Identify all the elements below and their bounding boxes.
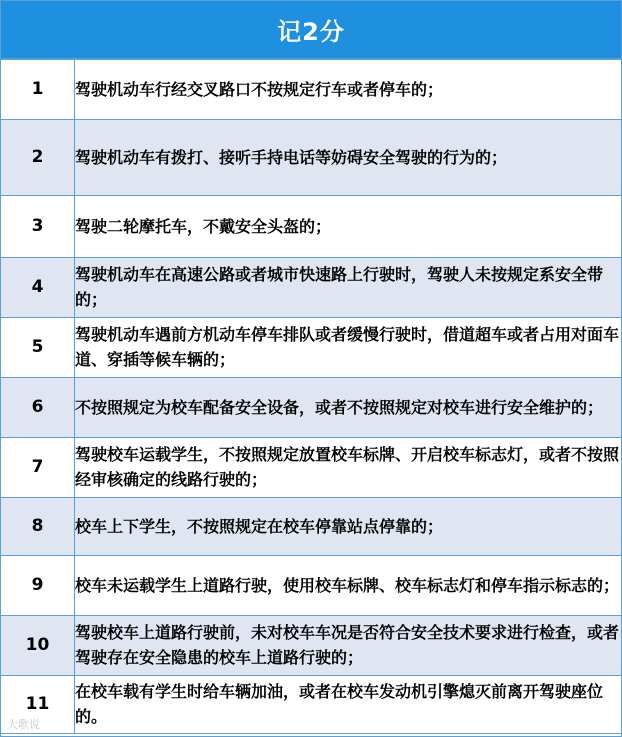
- table-row: [1, 497, 621, 555]
- header-title: 记2分: [277, 18, 345, 46]
- row-text: 不按照规定为校车配备安全设备，或者不按照规定对校车进行安全维护的；: [75, 377, 622, 437]
- row-text: 驾驶校车上道路行驶前，未对校车车况是否符合安全技术要求进行检查，或者驾驶存在安全隐患的校车上道路行驶的；: [75, 615, 622, 675]
- watermark: [7, 716, 40, 732]
- watermark-text: 大歌说: [7, 718, 40, 731]
- row-text: 在校车载有学生时给车辆加油，或者在校车发动机引擎熄灭前离开驾驶座位的。: [75, 675, 622, 733]
- row-text: 驾驶机动车遇前方机动车停车排队或者缓慢行驶时，借道超车或者占用对面车道、穿插等候车辆的；: [75, 317, 622, 377]
- row-text: 驾驶二轮摩托车，不戴安全头盔的；: [75, 195, 622, 257]
- table-row: [1, 675, 621, 733]
- row-number: 11: [1, 675, 75, 733]
- table-row: [1, 257, 621, 317]
- row-text: 驾驶机动车在高速公路或者城市快速路上行驶时，驾驶人未按规定系安全带的；: [75, 257, 622, 317]
- table-row: [1, 195, 621, 257]
- row-number: 8: [1, 497, 75, 555]
- row-number: 9: [1, 555, 75, 615]
- row-number: 4: [1, 257, 75, 317]
- table-row: [1, 317, 621, 377]
- table-row: [1, 555, 621, 615]
- row-text: 校车未运载学生上道路行驶，使用校车标牌、校车标志灯和停车指示标志的；: [75, 555, 622, 615]
- table-row: [1, 615, 621, 675]
- row-number: 3: [1, 195, 75, 257]
- table-header: [1, 1, 621, 60]
- table-row: [1, 437, 621, 497]
- table-row: [1, 377, 621, 437]
- table-row: [1, 60, 621, 119]
- row-text: 驾驶机动车有拨打、接听手持电话等妨碍安全驾驶的行为的；: [75, 119, 622, 195]
- row-text: 校车上下学生，不按照规定在校车停靠站点停靠的；: [75, 497, 622, 555]
- row-number: 7: [1, 437, 75, 497]
- row-number: 5: [1, 317, 75, 377]
- row-number: 2: [1, 119, 75, 195]
- row-text: 驾驶机动车行经交叉路口不按规定行车或者停车的；: [75, 60, 622, 119]
- row-number: 1: [1, 60, 75, 119]
- row-number: 10: [1, 615, 75, 675]
- row-text: 驾驶校车运载学生，不按照规定放置校车标牌、开启校车标志灯，或者不按照经审核确定的线路行驶的；: [75, 437, 622, 497]
- table-row: [1, 119, 621, 195]
- row-number: 6: [1, 377, 75, 437]
- rules-table: [1, 60, 621, 734]
